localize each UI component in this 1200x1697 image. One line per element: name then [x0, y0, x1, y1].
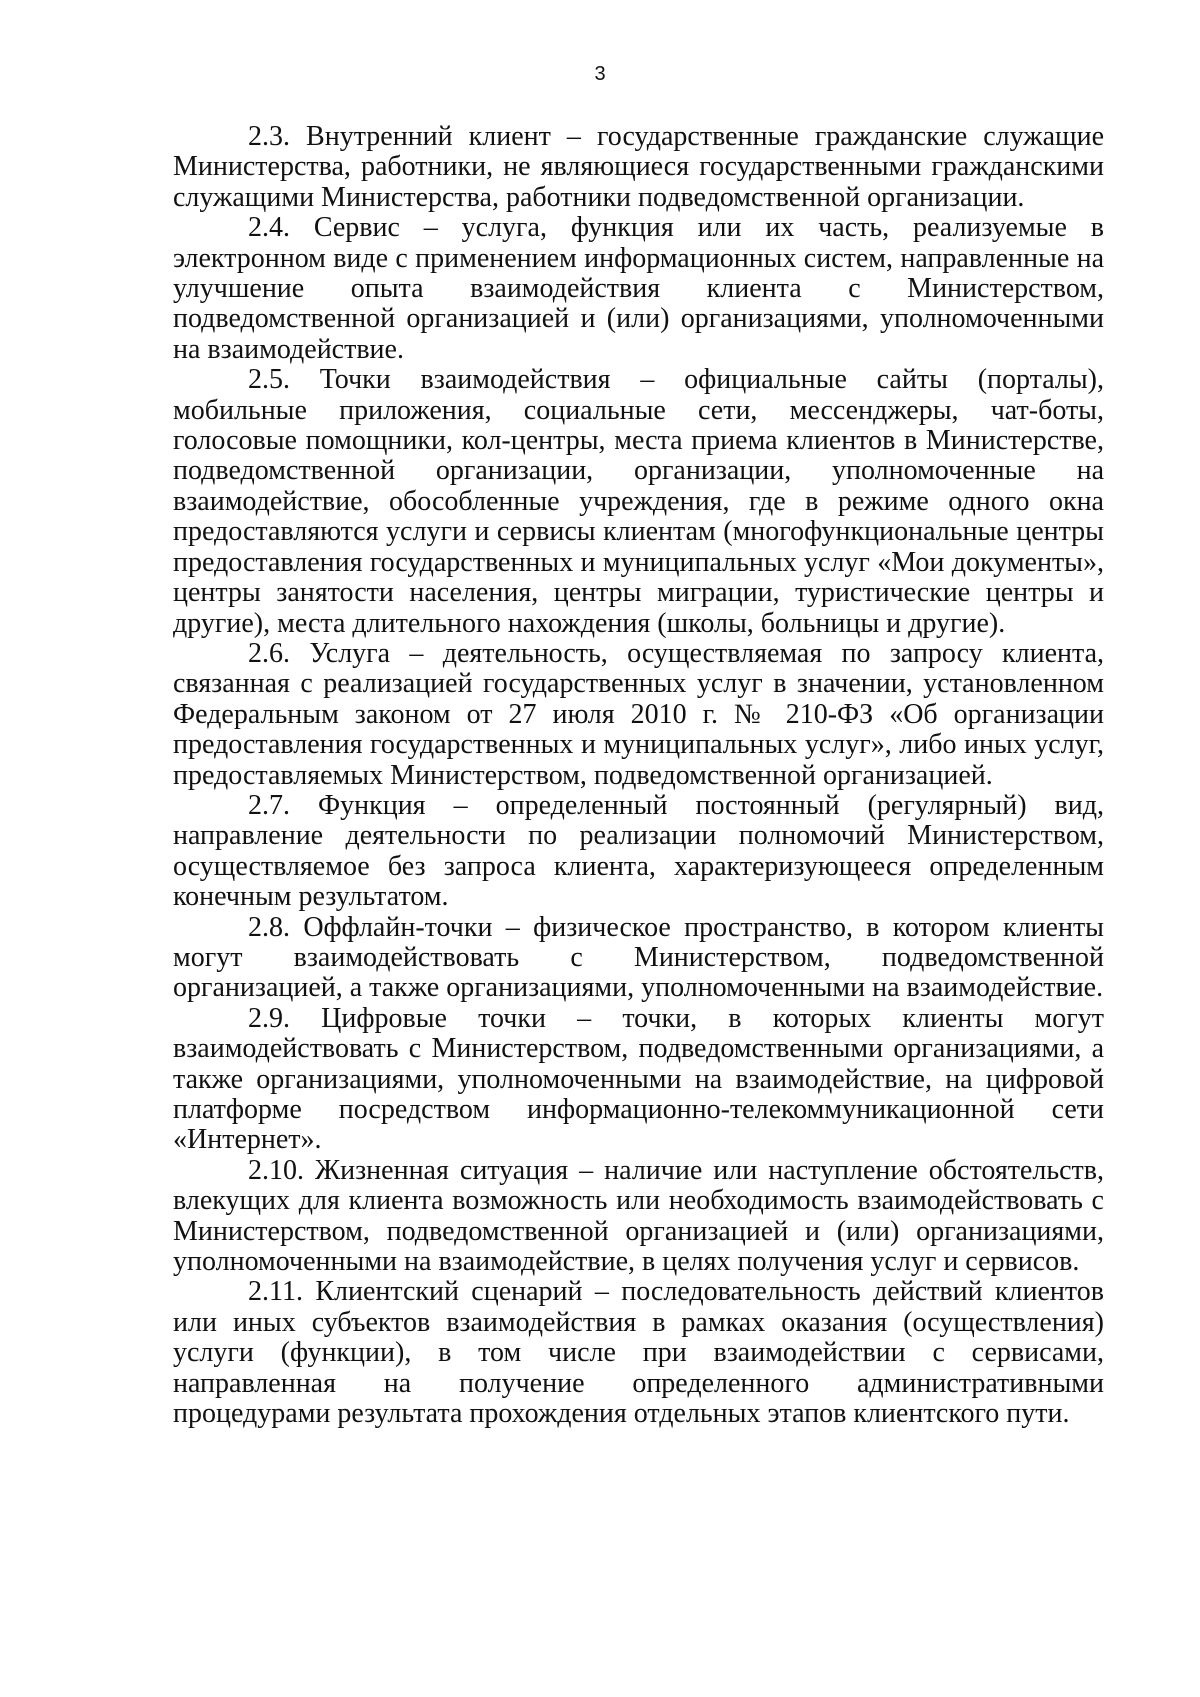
paragraph-2-4: 2.4. Сервис – услуга, функция или их часть, реализуемые в электронном виде с применением информационных систем, направленные на улучшение опыта взаимодействия клиента с Министерством, подведомственной организацией и (или) организациями, уполномоченными на взаимодействие. — [173, 212, 1104, 365]
paragraph-2-6: 2.6. Услуга – деятельность, осуществляемая по запросу клиента, связанная с реализацией государственных услуг в значении, установленном Федеральным законом от 27 июля 2010 г. № 210-ФЗ «Об организации предоставления государственных и муниципальных услуг», либо иных услуг, предоставляемых Министерством, подведомственной организацией. — [173, 637, 1104, 791]
paragraph-2-8: 2.8. Оффлайн-точки – физическое пространство, в котором клиенты могут взаимодействовать с Министерством, подведомственной организацией, а также организациями, уполномоченными на взаимодействие. — [173, 911, 1104, 1004]
paragraph-2-9: 2.9. Цифровые точки – точки, в которых клиенты могут взаимодействовать с Министерством, подведомственными организациями, а также организациями, уполномоченными на взаимодействие, на цифровой платформе посредством информационно-телекоммуникационной сети «Интернет». — [173, 1002, 1104, 1156]
paragraph-2-5: 2.5. Точки взаимодействия – официальные сайты (порталы), мобильные приложения, социальные сети, мессенджеры, чат-боты, голосовые помощники, кол-центры, места приема клиентов в Министерстве, подведомственной организации, организации, уполномоченные на взаимодействие, обособленные учреждения, где в режиме одного окна предоставляются услуги и сервисы клиентам (многофункциональные центры предоставления государственных и муниципальных услуг «Мои документы», центры занятости населения, центры миграции, туристические центры и другие), места длительного нахождения (школы, больницы и другие). — [173, 364, 1104, 639]
paragraph-2-11: 2.11. Клиентский сценарий – последовательность действий клиентов или иных субъектов взаимодействия в рамках оказания (осуществления) услуги (функции), в том числе при взаимодействии с сервисами, направленная на получение определенного административными процедурами результата прохождения отдельных этапов клиентского пути. — [173, 1276, 1104, 1430]
paragraph-2-7: 2.7. Функция – определенный постоянный (регулярный) вид, направление деятельности по реализации полномочий Министерством, осуществляемое без запроса клиента, характеризующееся определенным конечным результатом. — [173, 789, 1104, 913]
document-body — [173, 122, 1104, 1429]
paragraph-2-10: 2.10. Жизненная ситуация – наличие или наступление обстоятельств, влекущих для клиента возможность или необходимость взаимодействовать с Министерством, подведомственной организацией и (или) организациями, уполномоченными на взаимодействие, в целях получения услуг и сервисов. — [173, 1154, 1104, 1278]
page-number: 3 — [594, 63, 606, 85]
paragraph-2-3: 2.3. Внутренний клиент – государственные гражданские служащие Министерства, работники, не являющиеся государственными гражданскими служащими Министерства, работники подведомственной организации. — [173, 121, 1104, 213]
